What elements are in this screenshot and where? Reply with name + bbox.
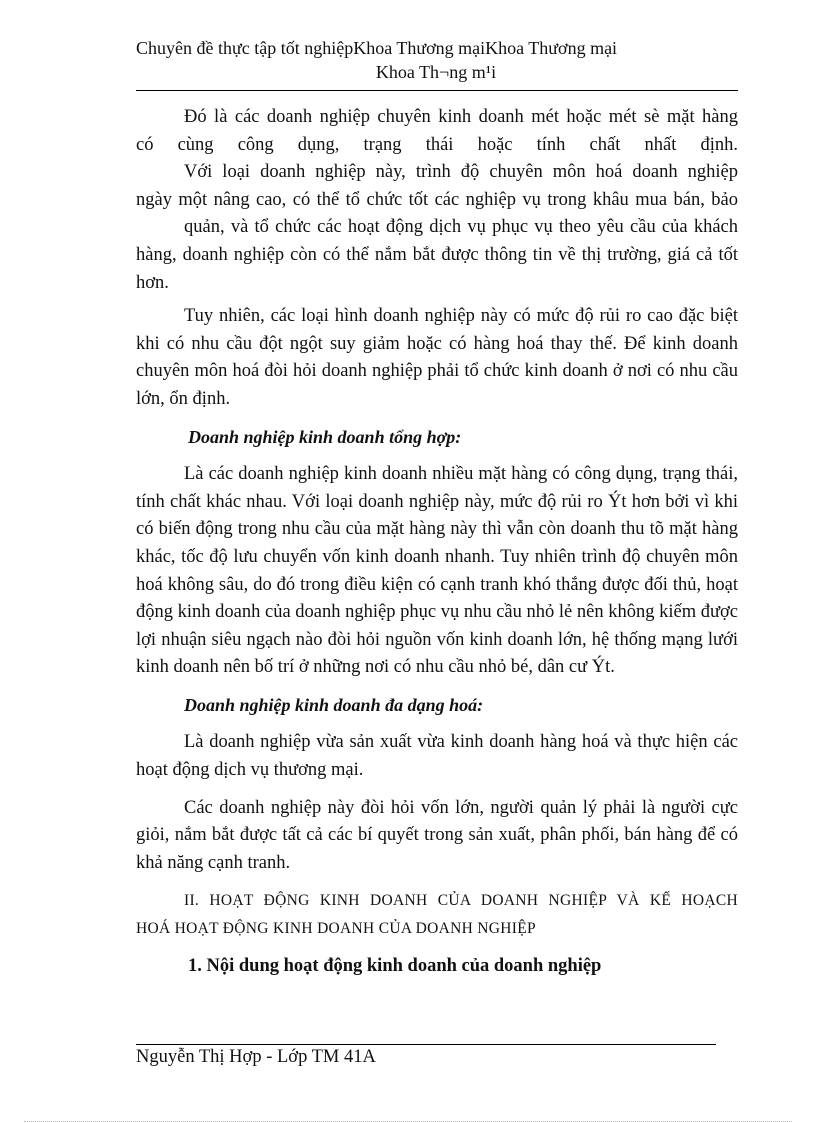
heading-diversified-business: Doanh nghiệp kinh doanh đa dạng hoá: [184, 694, 484, 715]
paragraph-4: Là các doanh nghiệp kinh doanh nhiều mặt hàng có công dụng, trạng thái, tính chất khác nhau. Với loại doanh nghiệp này, mức độ rủi ro Ýt hơn bởi vì khi có biến động trong nhu cầu của mặt hàng này thì vẫn còn doanh thu tõ mặt hàng khác, tốc độ lưu chuyển vốn kinh doanh nhanh. Tuy nhiên trình độ chuyên môn hoá không sâu, do đó trong điều kiện có cạnh tranh khó thắng được đối thủ, hoạt động kinh doanh của doanh nghiệp phục vụ nhu cầu nhỏ lẻ nên không kiếm được lợi nhuận siêu ngạch nào đòi hỏi nguồn vốn kinh doanh lớn, hệ thống mạng lưới kinh doanh nên bố trí ở những nơi có nhu cầu nhỏ bé, dân cư Ýt. [136, 464, 738, 678]
page-header-subtitle [0, 62, 816, 83]
document-body [136, 104, 738, 980]
paragraph-2-line-2: ngày một nâng cao, có thể tổ chức tốt các nghiệp vụ trong khâu mua bán, bảo [136, 189, 738, 210]
paragraph-1-line-2: có cùng công dụng, trạng thái hoặc tính chất nhất định. [136, 134, 738, 155]
paragraph-2-line-3: quản, và tổ chức các hoạt động dịch vụ phục vụ theo yêu cầu của khách [184, 217, 738, 238]
footer-divider [136, 1044, 716, 1045]
paragraph-2-line-4: hàng, doanh nghiệp còn có thể nắm bắt được thông tin về thị trường, giá cả tốt hơn. [136, 244, 738, 293]
paragraph-3: Tuy nhiên, các loại hình doanh nghiệp này có mức độ rủi ro cao đặc biệt khi có nhu cầu đột ngột suy giảm hoặc có hàng hoá thay thế. Để kinh doanh chuyên môn hoá đòi hỏi doanh nghiệp phải tổ chức kinh doanh ở nơi có nhu cầu lớn, ổn định. [136, 306, 738, 409]
heading-general-business: Doanh nghiệp kinh doanh tổng hợp: [188, 426, 462, 447]
section-heading [136, 887, 738, 942]
paragraph-1-line-1: Đó là các doanh nghiệp chuyên kinh doanh mét hoặc mét sè mặt hàng [184, 107, 738, 127]
paragraph-6: Các doanh nghiệp này đòi hỏi vốn lớn, người quản lý phải là người cực giỏi, nắm bắt được tất cả các bí quyết trong sản xuất, phân phối, bán hàng để có khả năng cạnh tranh. [136, 797, 738, 873]
paragraph-2-line-1: Với loại doanh nghiệp này, trình độ chuyên môn hoá doanh nghiệp [184, 162, 738, 183]
page-footer: Nguyễn Thị Hợp - Lớp TM 41A [136, 1047, 376, 1067]
page-header-subtitle-text: Khoa Th¬ng m¹i [375, 62, 497, 82]
header-divider [136, 90, 738, 91]
subsection-heading: 1. Nội dung hoạt động kinh doanh của doanh nghiệp [188, 955, 602, 976]
section-heading-line-1: II. HOẠT ĐỘNG KINH DOANH CỦA DOANH NGHIỆP VÀ KẾ HOẠCH [184, 892, 738, 910]
section-heading-line-2: HOÁ HOẠT ĐỘNG KINH DOANH CỦA DOANH NGHIỆP [136, 920, 536, 938]
page-edge-dotted-line [24, 1121, 792, 1122]
page-header-title: Chuyên đề thực tập tốt nghiệpKhoa Thương mạiKhoa Thương mại [136, 38, 618, 58]
paragraph-5: Là doanh nghiệp vừa sản xuất vừa kinh doanh hàng hoá và thực hiện các hoạt động dịch vụ thương mại. [136, 732, 738, 781]
